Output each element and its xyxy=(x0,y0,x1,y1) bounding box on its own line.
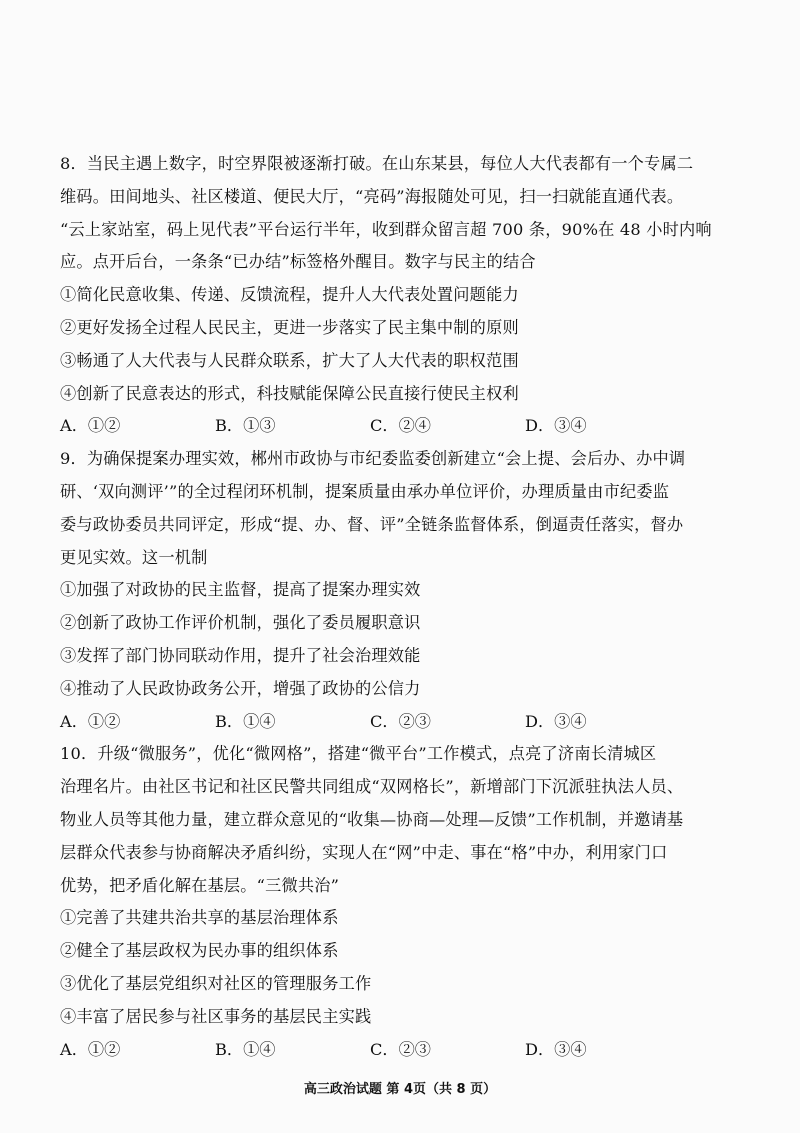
option-d: D．③④ xyxy=(525,1039,587,1059)
option-c: C．②③ xyxy=(370,711,431,731)
question-stem-line: 9．为确保提案办理实效，郴州市政协与市纪委监委创新建立“会上提、会后办、办中调 xyxy=(60,449,686,469)
option-a: A．①② xyxy=(60,1039,121,1059)
statement-4: ④推动了人民政协政务公开，增强了政协的公信力 xyxy=(60,678,421,698)
statement-1: ①简化民意收集、传递、反馈流程，提升人大代表处置问题能力 xyxy=(60,285,519,305)
statement-2: ②健全了基层政权为民办事的组织体系 xyxy=(60,941,339,961)
option-b: B．①④ xyxy=(215,1039,276,1059)
question-stem-line: 委与政协委员共同评定，形成“提、办、督、评”全链条监督体系，倒逼责任落实，督办 xyxy=(60,514,684,534)
option-b: B．①③ xyxy=(215,416,276,436)
option-d: D．③④ xyxy=(525,711,587,731)
statement-4: ④丰富了居民参与社区事务的基层民主实践 xyxy=(60,1006,372,1026)
answer-options xyxy=(60,410,740,443)
option-d: D．③④ xyxy=(525,416,587,436)
question-10 xyxy=(60,738,740,1066)
statement-4: ④创新了民意表达的形式，科技赋能保障公民直接行使民主权利 xyxy=(60,383,519,403)
question-stem-line: “云上家站室，码上见代表”平台运行半年，收到群众留言超 700 条，90%在 48 小时内响 xyxy=(60,219,712,239)
statement-2: ②创新了政协工作评价机制，强化了委员履职意识 xyxy=(60,613,421,633)
option-c: C．②④ xyxy=(370,416,431,436)
page-footer: 高三政治试题 第 4页（共 8 页） xyxy=(303,1082,497,1097)
question-stem-line: 研、‘双向测评’”的全过程闭环机制，提案质量由承办单位评价，办理质量由市纪委监 xyxy=(60,481,670,501)
answer-options xyxy=(60,706,740,739)
question-stem-line: 层群众代表参与协商解决矛盾纠纷，实现人在“网”中走、事在“格”中办，利用家门口 xyxy=(60,842,668,862)
option-a: A．①② xyxy=(60,711,121,731)
statement-3: ③发挥了部门协同联动作用，提升了社会治理效能 xyxy=(60,645,421,665)
option-c: C．②③ xyxy=(370,1039,431,1059)
question-stem-line: 8．当民主遇上数字，时空界限被逐渐打破。在山东某县，每位人大代表都有一个专属二 xyxy=(60,154,694,173)
statement-3: ③畅通了人大代表与人民群众联系，扩大了人大代表的职权范围 xyxy=(60,350,519,370)
question-8 xyxy=(60,148,740,443)
question-9 xyxy=(60,443,740,738)
statement-3: ③优化了基层党组织对社区的管理服务工作 xyxy=(60,973,372,993)
statement-2: ②更好发扬全过程人民民主，更进一步落实了民主集中制的原则 xyxy=(60,317,519,337)
question-stem-line: 物业人员等其他力量，建立群众意见的“收集—协商—处理—反馈”工作机制，并邀请基 xyxy=(60,809,684,829)
questions-container xyxy=(60,148,740,1066)
option-a: A．①② xyxy=(60,416,121,436)
answer-options xyxy=(60,1034,740,1067)
option-b: B．①④ xyxy=(215,711,276,731)
question-stem-line: 治理名片。由社区书记和社区民警共同组成“双网格长”，新增部门下沉派驻执法人员、 xyxy=(60,777,684,797)
statement-1: ①完善了共建共治共享的基层治理体系 xyxy=(60,908,339,928)
statement-1: ①加强了对政协的民主监督，提高了提案办理实效 xyxy=(60,580,421,600)
question-stem-line: 优势，把矛盾化解在基层。“三微共治” xyxy=(60,875,340,895)
question-stem-line: 维码。田间地头、社区楼道、便民大厅，“亮码”海报随处可见，扫一扫就能直通代表。 xyxy=(60,186,684,206)
question-stem-line: 应。点开后台，一条条“已办结”标签格外醒目。数字与民主的结合 xyxy=(60,252,536,272)
question-stem-line: 10．升级“微服务”，优化“微网格”，搭建“微平台”工作模式，点亮了济南长清城区 xyxy=(60,744,657,764)
question-stem-line: 更见实效。这一机制 xyxy=(60,547,208,567)
